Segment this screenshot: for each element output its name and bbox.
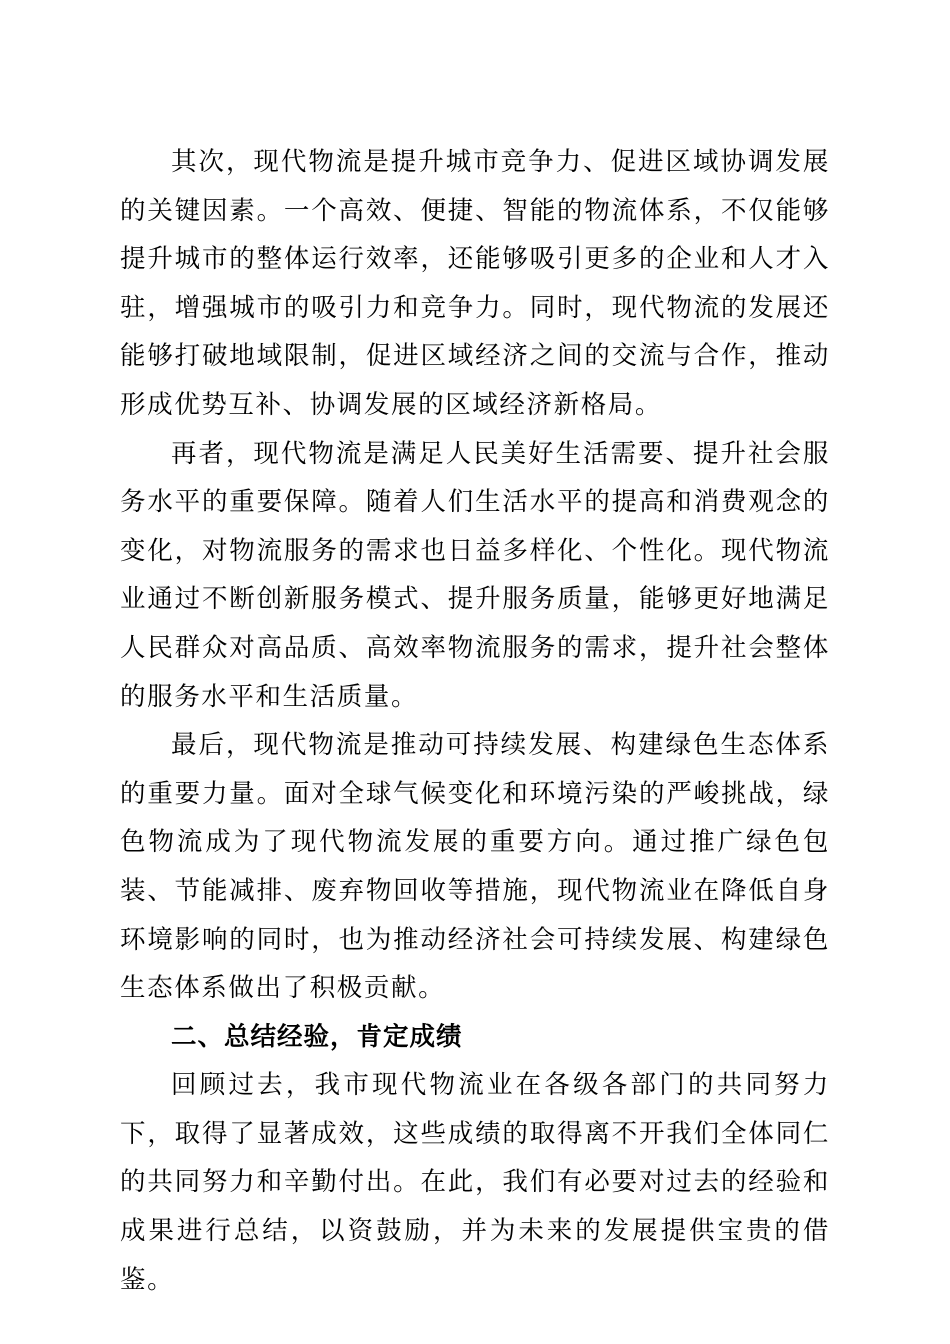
paragraph-review-past: 回顾过去，我市现代物流业在各级各部门的共同努力下，取得了显著成效，这些成绩的取得离不开我们全体同仁的共同努力和辛勤付出。在此，我们有必要对过去的经验和成果进行总结，以资鼓励，并为未来的发展提供宝贵的借鉴。 bbox=[120, 1070, 830, 1295]
document-body bbox=[120, 138, 830, 1304]
paragraph-sustainable-development: 最后，现代物流是推动可持续发展、构建绿色生态体系的重要力量。面对全球气候变化和环境污染的严峻挑战，绿色物流成为了现代物流发展的重要方向。通过推广绿色包装、节能减排、废弃物回收等措施，现代物流业在降低自身环境影响的同时，也为推动经济社会可持续发展、构建绿色生态体系做出了积极贡献。 bbox=[120, 730, 830, 1004]
paragraph-urban-competitiveness: 其次，现代物流是提升城市竞争力、促进区域协调发展的关键因素。一个高效、便捷、智能的物流体系，不仅能够提升城市的整体运行效率，还能够吸引更多的企业和人才入驻，增强城市的吸引力和竞争力。同时，现代物流的发展还能够打破地域限制，促进区域经济之间的交流与合作，推动形成优势互补、协调发展的区域经济新格局。 bbox=[120, 147, 830, 420]
paragraph-public-service: 再者，现代物流是满足人民美好生活需要、提升社会服务水平的重要保障。随着人们生活水平的提高和消费观念的变化，对物流服务的需求也日益多样化、个性化。现代物流业通过不断创新服务模式、提升服务质量，能够更好地满足人民群众对高品质、高效率物流服务的需求，提升社会整体的服务水平和生活质量。 bbox=[120, 438, 830, 712]
section-heading: 二、总结经验，肯定成绩 bbox=[171, 1021, 463, 1052]
